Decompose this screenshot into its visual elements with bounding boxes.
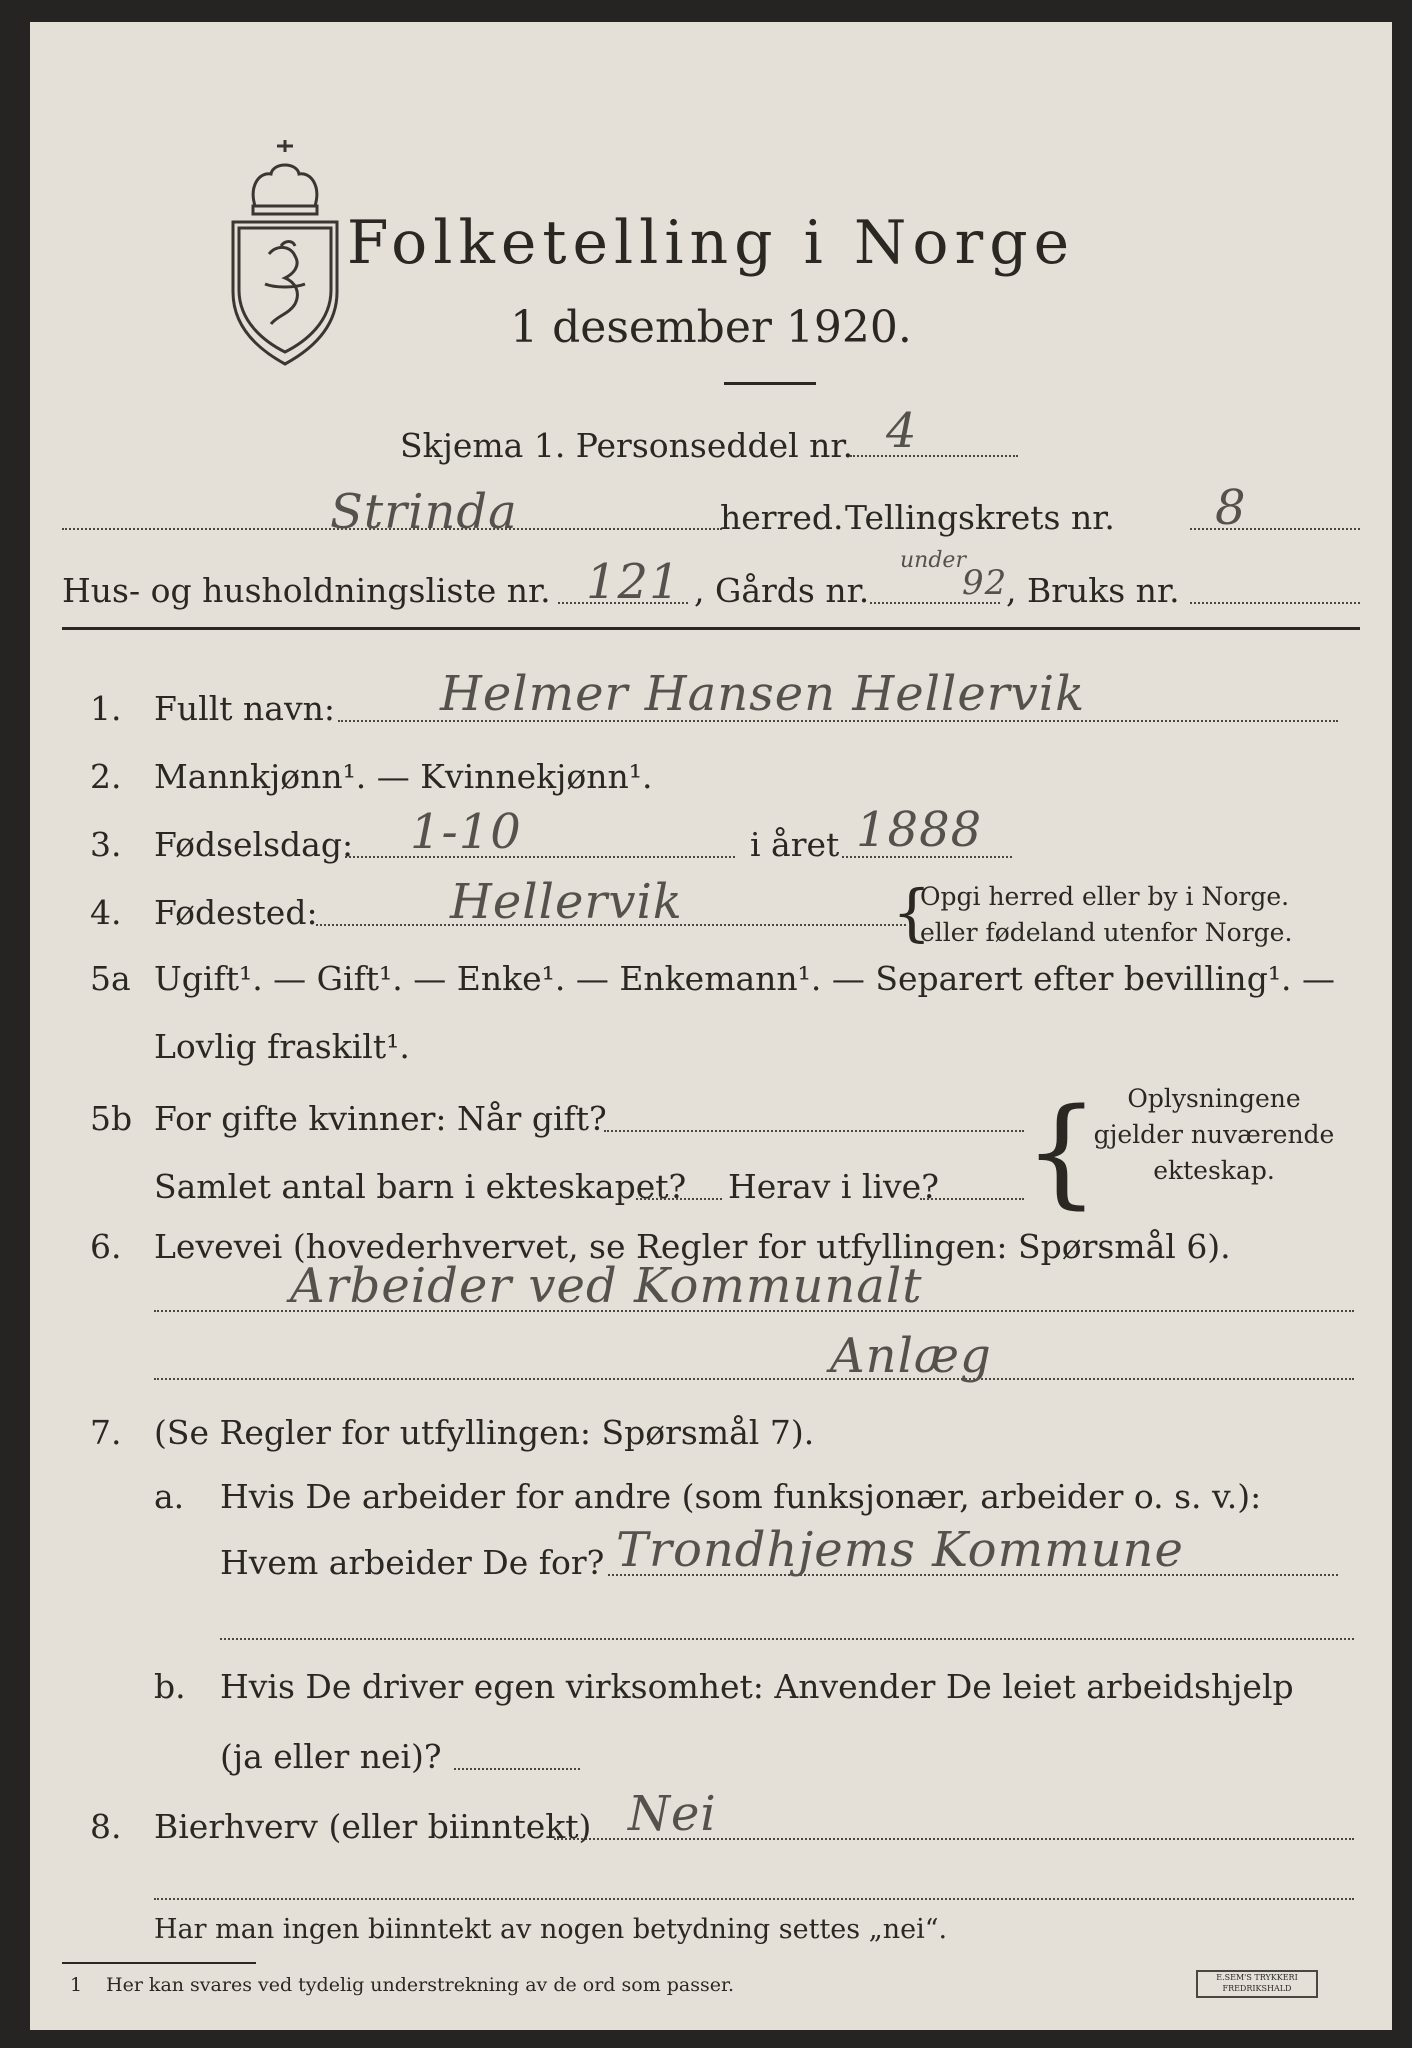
gards-note[interactable]: under [900, 548, 966, 573]
q5b-number: 5b [90, 1099, 133, 1138]
q5b-children-line [636, 1198, 722, 1200]
q5b-brace: { [1024, 1082, 1100, 1220]
q5a-number: 5a [90, 959, 131, 998]
q3-year-label: i året [750, 825, 840, 864]
footnote-marker: 1 [70, 1974, 83, 1996]
footnote-text: Her kan svares ved tydelig understrekning av de ord som passer. [106, 1974, 735, 1996]
herred-value[interactable]: Strinda [330, 484, 518, 540]
q5b-note-line1: Oplysningene [1127, 1084, 1301, 1113]
printer-stamp-line1: E.SEM'S TRYKKERI [1216, 1973, 1298, 1982]
q7a-question: Hvem arbeider De for? [220, 1543, 605, 1582]
q7a-line2 [220, 1638, 1354, 1640]
schema-number-value[interactable]: 4 [886, 403, 918, 459]
q5b-married-line [604, 1130, 1024, 1132]
title-divider [724, 382, 816, 385]
q5b-children-label: Samlet antal barn i ekteskapet? [154, 1167, 687, 1206]
q3-number: 3. [90, 825, 122, 864]
schema-label: Skjema 1. Personseddel nr. [400, 426, 854, 465]
q5b-note-line3: ekteskap. [1153, 1156, 1275, 1185]
bruks-line [1190, 602, 1360, 604]
q8-label: Bierhverv (eller biinntekt) [154, 1807, 592, 1846]
q7-number: 7. [90, 1413, 122, 1452]
q3-line [345, 856, 735, 858]
tellingskrets-value[interactable]: 8 [1215, 480, 1247, 536]
q7b-line [454, 1768, 580, 1770]
q7a-letter: a. [154, 1477, 185, 1516]
q7a-label: Hvis De arbeider for andre (som funksjonær, arbeider o. s. v.): [220, 1477, 1262, 1516]
q7b-letter: b. [154, 1667, 186, 1706]
q6-label: Levevei (hovederhvervet, se Regler for utfyllingen: Spørsmål 6). [154, 1227, 1231, 1266]
tellingskrets-label: Tellingskrets nr. [845, 498, 1115, 537]
q8-value[interactable]: Nei [628, 1786, 717, 1842]
schema-number-line [850, 455, 1018, 457]
q8-line2 [154, 1898, 1354, 1900]
footnote-rule [62, 1962, 256, 1964]
form-title: Folketelling i Norge [346, 208, 1076, 278]
q5b-alive-label: Herav i live? [728, 1167, 939, 1206]
q1-number: 1. [90, 689, 122, 728]
q5b-alive-line [920, 1198, 1024, 1200]
q4-note-line1: Opgi herred eller by i Norge. [920, 882, 1290, 911]
q7a-value[interactable]: Trondhjems Kommune [616, 1522, 1184, 1578]
q4-number: 4. [90, 893, 122, 932]
q8-number: 8. [90, 1807, 122, 1846]
q5a-options-line2: Lovlig fraskilt¹. [154, 1027, 410, 1066]
header-rule [62, 627, 1360, 630]
q7b-question: (ja eller nei)? [220, 1737, 442, 1776]
q2-label: Mannkjønn¹. — Kvinnekjønn¹. [154, 757, 653, 796]
q4-brace: { [892, 876, 932, 949]
q6-value-line1[interactable]: Arbeider ved Kommunalt [290, 1258, 923, 1314]
q3-year-value[interactable]: 1888 [856, 802, 983, 858]
q3-label: Fødselsdag: [154, 825, 354, 864]
q2-number: 2. [90, 757, 122, 796]
q7b-label: Hvis De driver egen virksomhet: Anvender De leiet arbeidshjelp [220, 1667, 1294, 1706]
q1-label: Fullt navn: [154, 689, 335, 728]
bruks-label: , Bruks nr. [1006, 571, 1180, 610]
q6-number: 6. [90, 1227, 122, 1266]
printer-stamp-line2: FREDRIKSHALD [1222, 1984, 1292, 1993]
q6-value-line2[interactable]: Anlæg [830, 1328, 992, 1384]
gards-label: , Gårds nr. [694, 571, 870, 610]
gards-value[interactable]: 92 [962, 563, 1008, 603]
census-form [30, 22, 1392, 2030]
husliste-label: Hus- og husholdningsliste nr. [62, 571, 551, 610]
herred-label: herred. [720, 498, 844, 537]
printer-stamp [1196, 1970, 1318, 1998]
q4-value[interactable]: Hellervik [450, 874, 683, 930]
q4-label: Fødested: [154, 893, 318, 932]
q5a-options: Ugift¹. — Gift¹. — Enke¹. — Enkemann¹. — Separert efter bevilling¹. — [154, 959, 1336, 998]
q1-value[interactable]: Helmer Hansen Hellervik [440, 666, 1086, 722]
q4-note-line2: eller fødeland utenfor Norge. [920, 918, 1293, 947]
q3-value[interactable]: 1-10 [410, 804, 522, 860]
husliste-value[interactable]: 121 [586, 554, 681, 610]
form-date: 1 desember 1920. [510, 302, 912, 353]
q5b-note-line2: gjelder nuværende [1093, 1120, 1335, 1149]
q5b-label: For gifte kvinner: Når gift? [154, 1099, 607, 1138]
income-note: Har man ingen biinntekt av nogen betydning settes „nei“. [154, 1914, 948, 1945]
q7-label: (Se Regler for utfyllingen: Spørsmål 7). [154, 1413, 815, 1452]
q6-line2 [154, 1378, 1354, 1380]
